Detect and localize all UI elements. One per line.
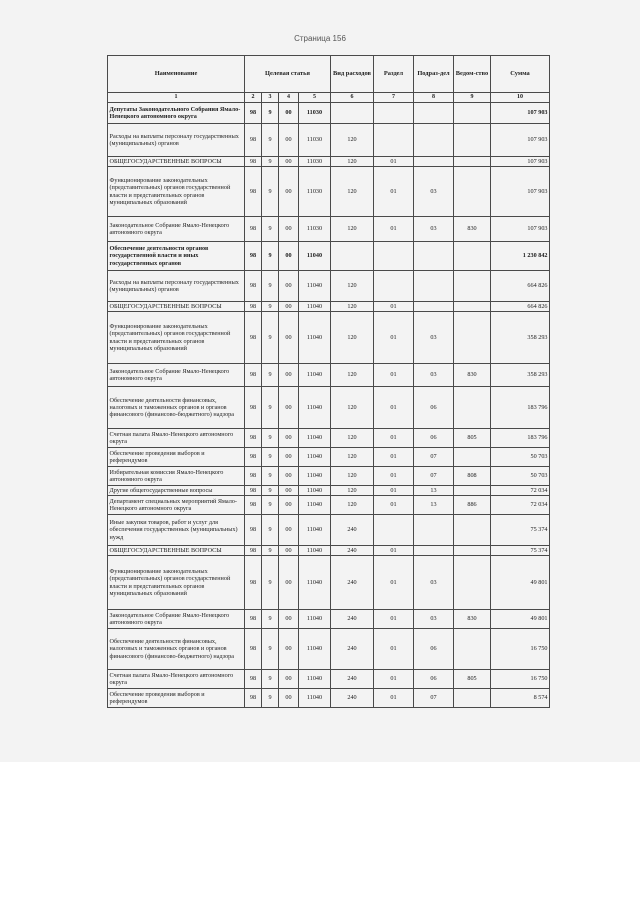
target-code-direction: 11040 [299,302,331,312]
department-code [454,271,491,302]
section-code: 01 [374,217,414,242]
target-code-group: 00 [279,271,299,302]
target-code-program: 98 [245,157,262,167]
section-code: 01 [374,312,414,364]
table-row [108,387,550,429]
budget-table [107,55,550,708]
row-name: Законодательное Собрание Ямало-Ненецкого автономного округа [108,364,245,387]
section-code: 01 [374,496,414,515]
target-code-subprogram: 9 [262,486,279,496]
target-code-program: 98 [245,496,262,515]
target-code-direction: 11040 [299,629,331,670]
target-code-program: 98 [245,429,262,448]
row-name: Функционирование законодательных (представительных) органов государственной власти и представительных органов муниципальных образований [108,167,245,217]
target-code-group: 00 [279,546,299,556]
amount-value: 1 230 842 [491,242,550,271]
section-code: 01 [374,486,414,496]
table-row [108,629,550,670]
column-number: 7 [374,93,414,103]
target-code-direction: 11040 [299,242,331,271]
target-code-group: 00 [279,556,299,610]
amount-value: 16 750 [491,629,550,670]
department-code [454,448,491,467]
target-code-program: 98 [245,556,262,610]
target-code-direction: 11040 [299,496,331,515]
target-code-direction: 11040 [299,364,331,387]
subsection-code: 07 [414,467,454,486]
target-code-program: 98 [245,302,262,312]
subsection-code: 06 [414,387,454,429]
amount-value: 107 903 [491,217,550,242]
row-name: Счетная палата Ямало-Ненецкого автономного округа [108,429,245,448]
subsection-code [414,103,454,124]
target-code-direction: 11030 [299,103,331,124]
header-expense-type: Вид расходов [331,56,374,93]
subsection-code: 03 [414,556,454,610]
row-name: Департамент специальных мероприятий Ямало-Ненецкого автономного округа [108,496,245,515]
table-row [108,448,550,467]
table-row [108,242,550,271]
subsection-code: 03 [414,364,454,387]
amount-value: 664 826 [491,302,550,312]
table-row [108,429,550,448]
expense-type-code: 120 [331,271,374,302]
subsection-code: 03 [414,217,454,242]
target-code-group: 00 [279,515,299,546]
section-code: 01 [374,670,414,689]
expense-type-code: 240 [331,546,374,556]
target-code-program: 98 [245,486,262,496]
department-code [454,312,491,364]
table-row [108,364,550,387]
column-number: 6 [331,93,374,103]
section-code: 01 [374,556,414,610]
amount-value: 107 903 [491,124,550,157]
target-code-group: 00 [279,364,299,387]
target-code-program: 98 [245,546,262,556]
target-code-program: 98 [245,670,262,689]
department-code [454,157,491,167]
target-code-group: 00 [279,387,299,429]
department-code [454,387,491,429]
amount-value: 72 034 [491,486,550,496]
expense-type-code: 240 [331,556,374,610]
expense-type-code: 120 [331,302,374,312]
target-code-program: 98 [245,629,262,670]
column-number: 10 [491,93,550,103]
header-section: Раздел [374,56,414,93]
expense-type-code: 240 [331,689,374,708]
expense-type-code: 120 [331,167,374,217]
column-number: 9 [454,93,491,103]
row-name: Функционирование законодательных (представительных) органов государственной власти и представительных органов муниципальных образований [108,312,245,364]
column-number: 4 [279,93,299,103]
amount-value: 183 796 [491,387,550,429]
subsection-code: 07 [414,689,454,708]
header-row [108,56,550,93]
row-name: Обеспечение проведения выборов и референдумов [108,448,245,467]
section-code: 01 [374,448,414,467]
target-code-direction: 11040 [299,670,331,689]
target-code-group: 00 [279,217,299,242]
target-code-direction: 11040 [299,448,331,467]
amount-value: 183 796 [491,429,550,448]
header-target: Целевая статья [245,56,331,93]
row-name: Обеспечение деятельности органов государственной власти и иных государственных органов [108,242,245,271]
target-code-subprogram: 9 [262,387,279,429]
table-row [108,271,550,302]
target-code-group: 00 [279,429,299,448]
target-code-program: 98 [245,610,262,629]
row-name: Счетная палата Ямало-Ненецкого автономного округа [108,670,245,689]
table-row [108,610,550,629]
target-code-subprogram: 9 [262,364,279,387]
target-code-direction: 11040 [299,271,331,302]
table-row [108,302,550,312]
header-name: Наименование [108,56,245,93]
department-code [454,242,491,271]
target-code-subprogram: 9 [262,312,279,364]
target-code-direction: 11040 [299,556,331,610]
table-row [108,124,550,157]
subsection-code: 03 [414,610,454,629]
section-code: 01 [374,302,414,312]
amount-value: 107 903 [491,103,550,124]
expense-type-code: 120 [331,496,374,515]
department-code: 805 [454,670,491,689]
target-code-subprogram: 9 [262,556,279,610]
department-code [454,124,491,157]
expense-type-code: 120 [331,124,374,157]
row-name: Другие общегосударственные вопросы [108,486,245,496]
expense-type-code: 240 [331,515,374,546]
column-number: 2 [245,93,262,103]
target-code-subprogram: 9 [262,167,279,217]
row-name: Расходы на выплаты персоналу государственных (муниципальных) органов [108,271,245,302]
target-code-program: 98 [245,689,262,708]
target-code-group: 00 [279,496,299,515]
subsection-code [414,546,454,556]
expense-type-code: 240 [331,670,374,689]
column-number-row [108,93,550,103]
section-code: 01 [374,429,414,448]
subsection-code: 07 [414,448,454,467]
target-code-program: 98 [245,364,262,387]
department-code [454,546,491,556]
table-row [108,167,550,217]
row-name: Депутаты Законодательного Собрания Ямало-Ненецкого автономного округа [108,103,245,124]
target-code-group: 00 [279,486,299,496]
target-code-group: 00 [279,157,299,167]
expense-type-code: 120 [331,312,374,364]
amount-value: 72 034 [491,496,550,515]
department-code [454,689,491,708]
target-code-subprogram: 9 [262,242,279,271]
subsection-code: 06 [414,670,454,689]
amount-value: 75 374 [491,546,550,556]
target-code-group: 00 [279,670,299,689]
amount-value: 50 703 [491,448,550,467]
target-code-group: 00 [279,689,299,708]
target-code-program: 98 [245,167,262,217]
table-row [108,467,550,486]
target-code-subprogram: 9 [262,629,279,670]
target-code-direction: 11030 [299,124,331,157]
subsection-code [414,124,454,157]
section-code: 01 [374,689,414,708]
department-code [454,103,491,124]
target-code-group: 00 [279,103,299,124]
section-code: 01 [374,157,414,167]
target-code-subprogram: 9 [262,429,279,448]
expense-type-code: 120 [331,448,374,467]
target-code-program: 98 [245,217,262,242]
expense-type-code: 240 [331,610,374,629]
table-row [108,556,550,610]
section-code [374,103,414,124]
expense-type-code: 240 [331,629,374,670]
section-code: 01 [374,610,414,629]
row-name: ОБЩЕГОСУДАРСТВЕННЫЕ ВОПРОСЫ [108,157,245,167]
target-code-group: 00 [279,124,299,157]
column-number: 8 [414,93,454,103]
section-code [374,271,414,302]
target-code-subprogram: 9 [262,103,279,124]
amount-value: 75 374 [491,515,550,546]
target-code-program: 98 [245,467,262,486]
table-row [108,217,550,242]
amount-value: 8 574 [491,689,550,708]
target-code-direction: 11040 [299,312,331,364]
expense-type-code: 120 [331,486,374,496]
expense-type-code: 120 [331,217,374,242]
target-code-direction: 11040 [299,467,331,486]
department-code [454,629,491,670]
row-name: Обеспечение деятельности финансовых, налоговых и таможенных органов и органов финансового (финансово-бюджетного) надзора [108,629,245,670]
row-name: Обеспечение проведения выборов и референдумов [108,689,245,708]
target-code-program: 98 [245,312,262,364]
target-code-program: 98 [245,242,262,271]
row-name: ОБЩЕГОСУДАРСТВЕННЫЕ ВОПРОСЫ [108,546,245,556]
target-code-program: 98 [245,448,262,467]
section-code [374,242,414,271]
amount-value: 49 801 [491,610,550,629]
target-code-group: 00 [279,167,299,217]
table-row [108,496,550,515]
amount-value: 49 801 [491,556,550,610]
header-subsection: Подраз-дел [414,56,454,93]
target-code-subprogram: 9 [262,546,279,556]
expense-type-code [331,242,374,271]
target-code-subprogram: 9 [262,124,279,157]
department-code: 886 [454,496,491,515]
page-number-label: Страница 156 [294,34,346,43]
section-code: 01 [374,546,414,556]
department-code [454,486,491,496]
table-row [108,670,550,689]
target-code-direction: 11030 [299,157,331,167]
table-row [108,312,550,364]
target-code-direction: 11040 [299,689,331,708]
header-department: Ведом-ство [454,56,491,93]
subsection-code: 06 [414,629,454,670]
column-number: 3 [262,93,279,103]
target-code-direction: 11030 [299,217,331,242]
target-code-subprogram: 9 [262,610,279,629]
target-code-group: 00 [279,448,299,467]
header-amount: Сумма [491,56,550,93]
target-code-subprogram: 9 [262,670,279,689]
subsection-code [414,515,454,546]
row-name: Законодательное Собрание Ямало-Ненецкого автономного округа [108,610,245,629]
department-code: 830 [454,610,491,629]
section-code [374,124,414,157]
target-code-direction: 11040 [299,610,331,629]
target-code-group: 00 [279,312,299,364]
target-code-subprogram: 9 [262,271,279,302]
amount-value: 50 703 [491,467,550,486]
subsection-code [414,242,454,271]
section-code: 01 [374,387,414,429]
section-code: 01 [374,629,414,670]
expense-type-code [331,103,374,124]
table-row [108,157,550,167]
expense-type-code: 120 [331,467,374,486]
row-name: Функционирование законодательных (представительных) органов государственной власти и представительных органов муниципальных образований [108,556,245,610]
department-code: 805 [454,429,491,448]
target-code-subprogram: 9 [262,157,279,167]
target-code-direction: 11040 [299,515,331,546]
row-name: Расходы на выплаты персоналу государственных (муниципальных) органов [108,124,245,157]
table-row [108,486,550,496]
subsection-code: 03 [414,167,454,217]
department-code: 830 [454,364,491,387]
subsection-code: 13 [414,496,454,515]
expense-type-code: 120 [331,387,374,429]
target-code-subprogram: 9 [262,689,279,708]
section-code: 01 [374,467,414,486]
target-code-group: 00 [279,610,299,629]
expense-type-code: 120 [331,364,374,387]
target-code-group: 00 [279,629,299,670]
target-code-direction: 11040 [299,429,331,448]
department-code: 808 [454,467,491,486]
amount-value: 16 750 [491,670,550,689]
target-code-direction: 11040 [299,387,331,429]
table-body [108,103,550,708]
amount-value: 107 903 [491,157,550,167]
subsection-code [414,157,454,167]
table-row [108,515,550,546]
amount-value: 358 293 [491,312,550,364]
section-code: 01 [374,364,414,387]
subsection-code: 06 [414,429,454,448]
row-name: Законодательное Собрание Ямало-Ненецкого автономного округа [108,217,245,242]
target-code-group: 00 [279,242,299,271]
target-code-subprogram: 9 [262,217,279,242]
target-code-subprogram: 9 [262,467,279,486]
target-code-program: 98 [245,515,262,546]
department-code [454,302,491,312]
table-row [108,689,550,708]
subsection-code [414,271,454,302]
row-name: Избирательная комиссия Ямало-Ненецкого автономного округа [108,467,245,486]
amount-value: 358 293 [491,364,550,387]
target-code-program: 98 [245,103,262,124]
expense-type-code: 120 [331,157,374,167]
target-code-subprogram: 9 [262,448,279,467]
column-number: 1 [108,93,245,103]
amount-value: 664 826 [491,271,550,302]
department-code [454,515,491,546]
target-code-direction: 11040 [299,546,331,556]
department-code: 830 [454,217,491,242]
target-code-program: 98 [245,387,262,429]
amount-value: 107 903 [491,167,550,217]
target-code-program: 98 [245,271,262,302]
subsection-code: 13 [414,486,454,496]
subsection-code [414,302,454,312]
target-code-subprogram: 9 [262,496,279,515]
section-code [374,515,414,546]
row-name: ОБЩЕГОСУДАРСТВЕННЫЕ ВОПРОСЫ [108,302,245,312]
section-code: 01 [374,167,414,217]
column-number: 5 [299,93,331,103]
department-code [454,556,491,610]
department-code [454,167,491,217]
target-code-program: 98 [245,124,262,157]
target-code-subprogram: 9 [262,515,279,546]
target-code-subprogram: 9 [262,302,279,312]
table-row [108,103,550,124]
target-code-direction: 11040 [299,486,331,496]
row-name: Обеспечение деятельности финансовых, налоговых и таможенных органов и органов финансового (финансово-бюджетного) надзора [108,387,245,429]
table-row [108,546,550,556]
target-code-direction: 11030 [299,167,331,217]
target-code-group: 00 [279,302,299,312]
target-code-group: 00 [279,467,299,486]
subsection-code: 03 [414,312,454,364]
row-name: Иные закупки товаров, работ и услуг для обеспечения государственных (муниципальных) нужд [108,515,245,546]
expense-type-code: 120 [331,429,374,448]
